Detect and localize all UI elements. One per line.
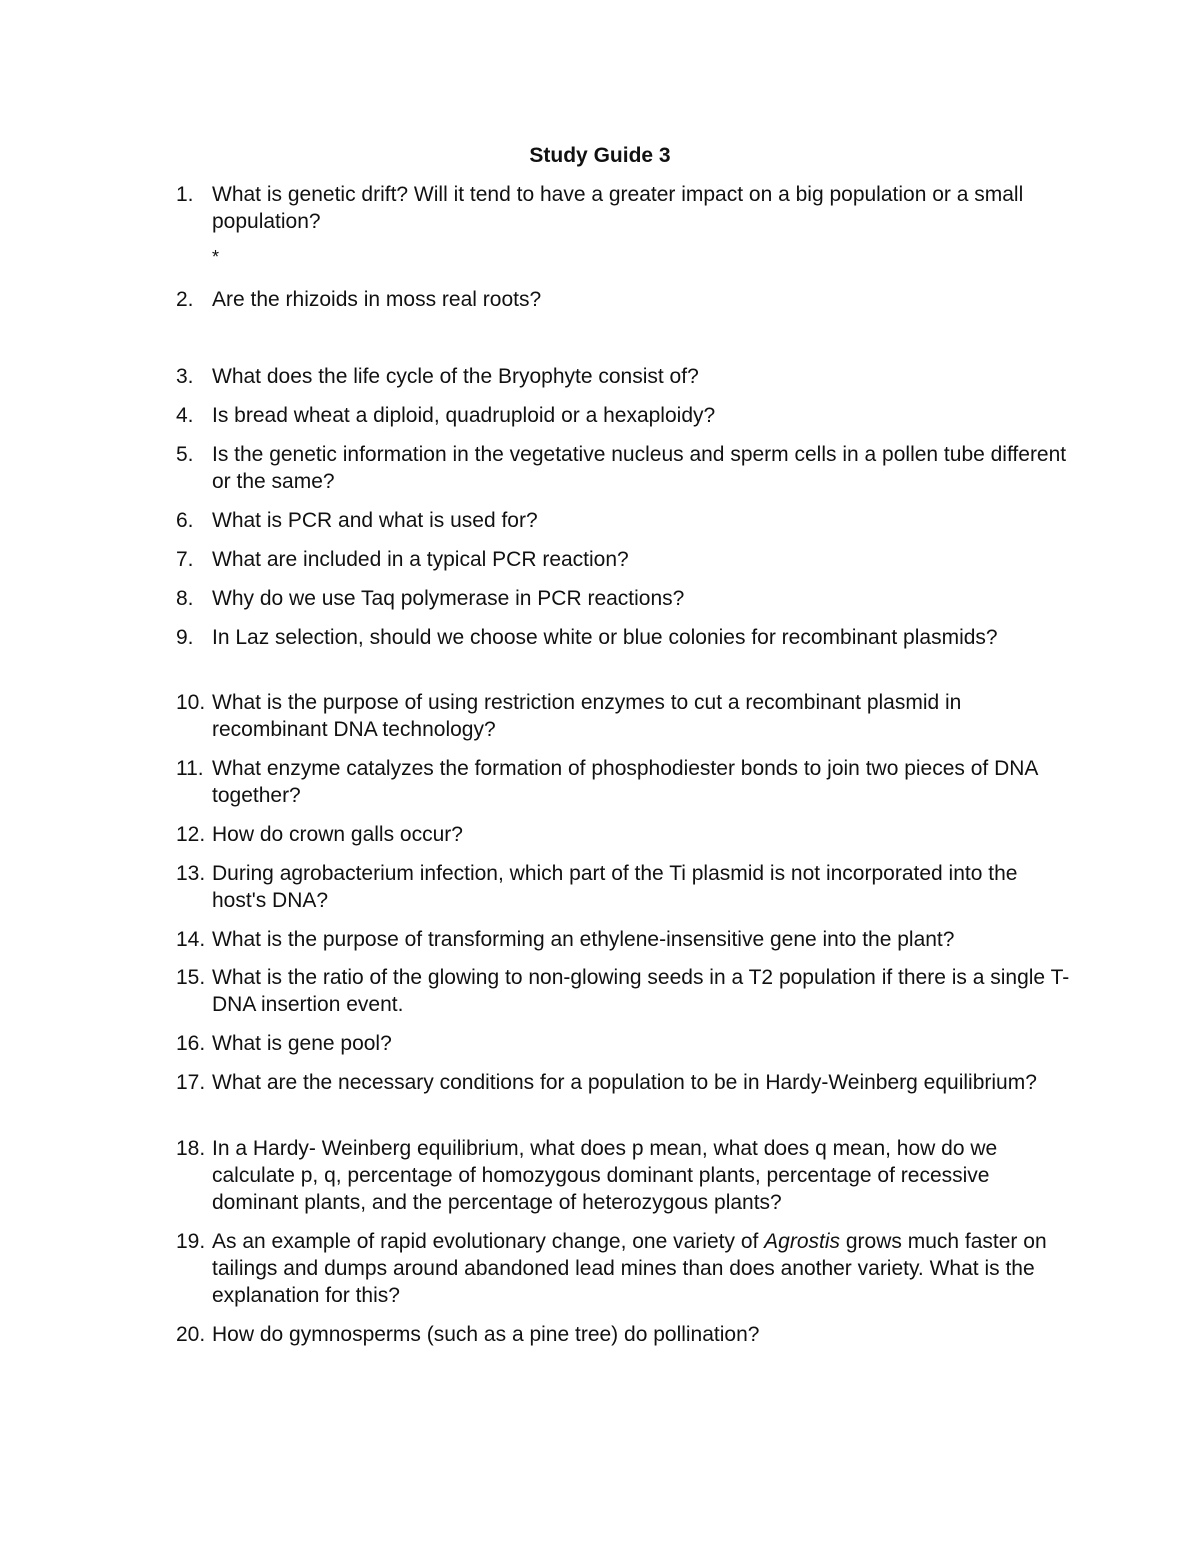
question-item — [176, 181, 1076, 235]
question-text: In a Hardy- Weinberg equilibrium, what does p mean, what does q mean, how do we calculate p, q, percentage of homozygous dominant plants, percentage of recessive dominant plants, and the percentage of heterozygous plants? — [212, 1137, 998, 1214]
question-number: 2. — [176, 288, 194, 311]
question-text: During agrobacterium infection, which part of the Ti plasmid is not incorporated into the host's DNA? — [212, 862, 1018, 912]
question-text: What is gene pool? — [212, 1032, 392, 1055]
question-item — [176, 546, 1076, 573]
question-number: 13. — [176, 862, 206, 885]
question-item — [176, 1228, 1076, 1309]
question-text: What does the life cycle of the Bryophyte consist of? — [212, 365, 699, 388]
question-text — [212, 1228, 1076, 1309]
species-name: Agrostis — [764, 1230, 841, 1253]
question-text: How do gymnosperms (such as a pine tree) do pollination? — [212, 1323, 760, 1346]
question-item — [176, 585, 1076, 612]
question-number: 18. — [176, 1137, 206, 1160]
question-text: What is PCR and what is used for? — [212, 509, 538, 532]
question-text: Why do we use Taq polymerase in PCR reactions? — [212, 587, 685, 610]
question-text: Are the rhizoids in moss real roots? — [212, 288, 542, 311]
question-number: 10. — [176, 691, 206, 714]
question-number: 19. — [176, 1230, 206, 1253]
question-number: 7. — [176, 548, 194, 571]
question-number: 6. — [176, 509, 194, 532]
question-text: How do crown galls occur? — [212, 823, 463, 846]
question-item — [176, 821, 1076, 848]
question-number: 1. — [176, 183, 194, 206]
question-text: What is the ratio of the glowing to non-glowing seeds in a T2 population if there is a single T-DNA insertion event. — [212, 966, 1070, 1016]
question-item — [176, 755, 1076, 809]
question-number: 15. — [176, 966, 206, 989]
question-text: What enzyme catalyzes the formation of phosphodiester bonds to join two pieces of DNA together? — [212, 757, 1038, 807]
question-number: 20. — [176, 1323, 206, 1346]
question-number: 4. — [176, 404, 194, 427]
question-number: 11. — [176, 757, 204, 780]
question-number: 16. — [176, 1032, 206, 1055]
question-item — [176, 964, 1076, 1018]
question-number: 12. — [176, 823, 206, 846]
question-text: What is the purpose of transforming an ethylene-insensitive gene into the plant? — [212, 928, 955, 951]
question-number: 3. — [176, 365, 194, 388]
question-item — [176, 1030, 1076, 1057]
question-item — [176, 1321, 1076, 1348]
page-title: Study Guide 3 — [529, 144, 671, 167]
question-text: In Laz selection, should we choose white or blue colonies for recombinant plasmids? — [212, 626, 998, 649]
question-text: Is bread wheat a diploid, quadruploid or a hexaploidy? — [212, 404, 716, 427]
question-text-part: As an example of rapid evolutionary change, one variety of — [212, 1230, 765, 1253]
question-number: 17. — [176, 1071, 206, 1094]
star-note: * — [212, 247, 220, 267]
question-item — [176, 624, 1076, 651]
question-item — [176, 507, 1076, 534]
question-number: 9. — [176, 626, 194, 649]
question-item — [176, 363, 1076, 390]
question-item — [176, 402, 1076, 429]
question-item — [176, 286, 1076, 313]
question-number: 14. — [176, 928, 206, 951]
question-item — [176, 1135, 1076, 1216]
question-text: Is the genetic information in the vegetative nucleus and sperm cells in a pollen tube different or the same? — [212, 443, 1067, 493]
question-text-part: grows much faster on tailings and dumps around abandoned lead mines than does another variety. What is the explanation for this? — [212, 1230, 1047, 1307]
question-text: What are included in a typical PCR reaction? — [212, 548, 629, 571]
question-number: 8. — [176, 587, 194, 610]
question-text: What is the purpose of using restriction enzymes to cut a recombinant plasmid in recombinant DNA technology? — [212, 691, 962, 741]
question-item — [176, 860, 1076, 914]
question-number: 5. — [176, 443, 194, 466]
question-item — [176, 926, 1076, 953]
question-text: What is genetic drift? Will it tend to have a greater impact on a big population or a small population? — [212, 183, 1024, 233]
question-item — [176, 689, 1076, 743]
question-item — [176, 1069, 1076, 1096]
question-item — [176, 441, 1076, 495]
question-text: What are the necessary conditions for a population to be in Hardy-Weinberg equilibrium? — [212, 1071, 1037, 1094]
